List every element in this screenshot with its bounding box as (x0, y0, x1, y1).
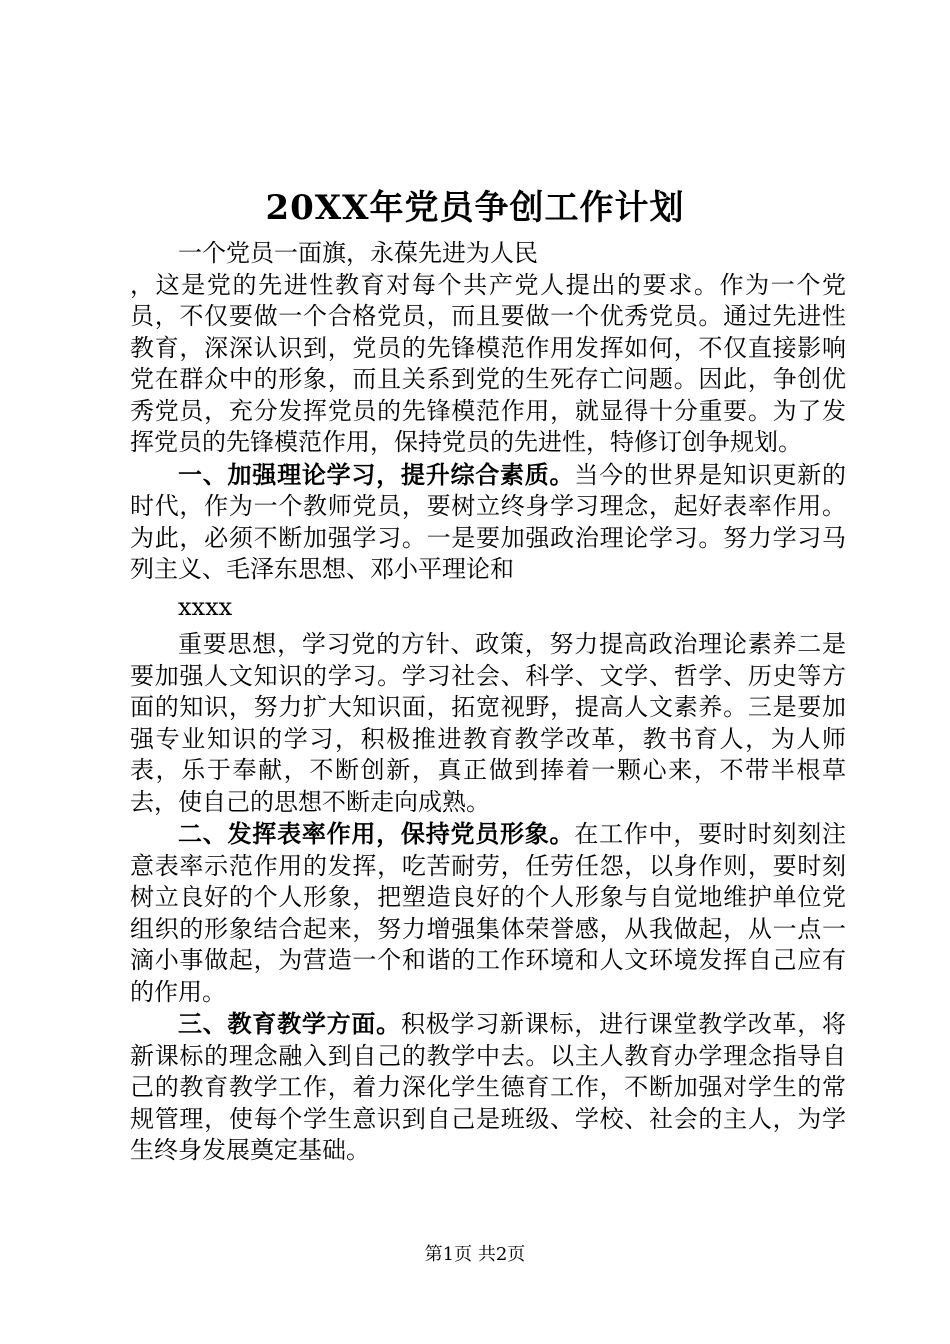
section-3-paragraph (130, 1008, 846, 1167)
section-2-paragraph (130, 818, 846, 1008)
section-1-paragraph (130, 459, 846, 586)
section-3-text: 积极学习新课标，进行课堂教学改革，将新课标的理念融入到自己的教学中去。以主人教育办学理念指导自己的教育教学工作，着力深化学生德育工作，不断加强对学生的常规管理，使每个学生意识到自己是班级、学校、社会的主人，为学生终身发展奠定基础。 (130, 1010, 847, 1164)
section-2-text: 在工作中，要时时刻刻注意表率示范作用的发挥，吃苦耐劳，任劳任怨，以身作则，要时刻树立良好的个人形象，把塑造良好的个人形象与自觉地维护单位党组织的形象结合起来，努力增强集体荣誉感，从我做起，从一点一滴小事做起，为营造一个和谐的工作环境和人文环境发挥自己应有的作用。 (130, 820, 847, 1006)
section-1-heading: 一、加强理论学习，提升综合素质。 (178, 459, 575, 489)
section-1-text: 当今的世界是知识更新的时代，作为一个教师党员，要树立终身学习理念，起好表率作用。为此，必须不断加强学习。一是要加强政治理论学习。努力学习马列主义、毛泽东思想、邓小平理论和 (130, 460, 847, 583)
intro-line-1: 一个党员一面旗，永葆先进为人民 (178, 239, 538, 267)
document-title: 20XX年党员争创工作计划 (265, 188, 685, 228)
document-body (130, 238, 846, 1167)
section-3-heading: 三、教育教学方面。 (178, 1009, 401, 1038)
placeholder-text: xxxx (178, 592, 233, 621)
page-footer: 第1页 共2页 (424, 1244, 526, 1265)
section-1-continuation: 重要思想，学习党的方针、政策，努力提高政治理论素养二是要加强人文知识的学习。学习社会、科学、文学、哲学、历史等方面的知识，努力扩大知识面，拓宽视野，提高人文素养。三是要加强专业知识的学习，积极推进教育教学改革，教书育人，为人师表，乐于奉献，不断创新，真正做到捧着一颗心来，不带半根草去，使自己的思想不断走向成熟。 (130, 630, 846, 816)
intro-paragraph: ，这是党的先进性教育对每个共产党人提出的要求。作为一个党员，不仅要做一个合格党员，而且要做一个优秀党员。通过先进性教育，深深认识到，党员的先锋模范作用发挥如何，不仅直接影响党在群众中的形象，而且关系到党的生死存亡问题。因此，争创优秀党员，充分发挥党员的先锋模范作用，就显得十分重要。为了发挥党员的先锋模范作用，保持党员的先进性，特修订创争规划。 (130, 270, 846, 456)
section-2-heading: 二、发挥表率作用，保持党员形象。 (178, 819, 575, 848)
